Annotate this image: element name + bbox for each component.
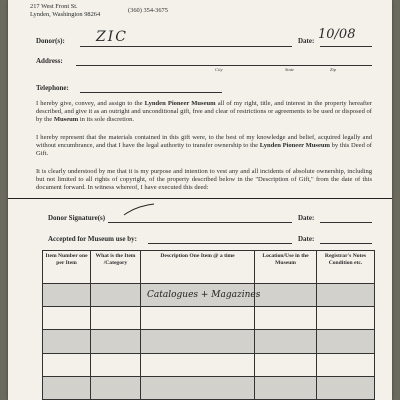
donor-field-line[interactable]	[80, 46, 292, 47]
address-label: Address:	[36, 57, 63, 65]
handwritten-description[interactable]: Catalogues + Magazines	[141, 284, 255, 307]
accepted-date-line[interactable]	[320, 243, 372, 244]
donor-label: Donor(s):	[36, 37, 65, 45]
header-registrar-notes: Registrar's Notes Condition etc.	[317, 251, 375, 284]
header-location-use: Location/Use in the Museum	[255, 251, 317, 284]
table-row	[43, 284, 375, 307]
signature-date-label: Date:	[298, 214, 315, 222]
signature-date-line[interactable]	[320, 222, 372, 223]
ownership-intent-paragraph: It is clearly understood by me that it is my purpose and intention to vest any and all incidents of absolute ownership, including but not limited to all rights of copyright, of the property described below in the "Description of Gift," from the date of this document forward. In witness whereof, I have executed this deed:	[36, 168, 372, 192]
accepted-by-line[interactable]	[148, 243, 292, 244]
donor-handwritten-value: ZIC	[96, 29, 128, 45]
signature-stroke-mark	[122, 202, 156, 218]
address-field-line[interactable]	[76, 65, 372, 66]
header-description: Description One Item @ a time	[141, 251, 255, 284]
accepted-by-label: Accepted for Museum use by:	[48, 235, 137, 243]
city-sublabel: City	[215, 67, 223, 72]
gift-description-table	[42, 250, 375, 400]
deed-of-gift-form	[8, 0, 392, 400]
gift-conveyance-paragraph: I hereby give, convey, and assign to the Lynden Pioneer Museum all of my right, title, and interest in the property hereafter described, and give it as an outright and unconditional gift, free and clear of restrictions or agreements to be used or disposed of by the Museum in its sole discretion.	[36, 100, 372, 124]
table-row	[43, 376, 375, 399]
telephone-field-line[interactable]	[80, 92, 222, 93]
date-handwritten-value: 10/08	[318, 27, 356, 42]
zip-sublabel: Zip	[330, 67, 337, 72]
address-line-1: 217 West Front St.	[30, 3, 78, 10]
header-item-category: What is the Item /Category	[91, 251, 141, 284]
address-line-2: Lynden, Washington 98264	[30, 11, 101, 18]
museum-phone: (360) 354-3675	[128, 7, 168, 14]
section-divider	[8, 198, 392, 199]
table-row	[43, 307, 375, 330]
museum-address	[30, 3, 100, 19]
table-row	[43, 330, 375, 353]
state-sublabel: State	[285, 67, 295, 72]
table-row	[43, 353, 375, 376]
table-header-row	[43, 251, 375, 284]
date-field-line[interactable]	[320, 46, 372, 47]
date-label: Date:	[298, 37, 315, 45]
donor-signature-label: Donor Signature(s)	[48, 214, 106, 222]
telephone-label: Telephone:	[36, 84, 69, 92]
donor-signature-line[interactable]	[108, 222, 292, 223]
header-item-number: Item Number one per Item	[43, 251, 91, 284]
accepted-date-label: Date:	[298, 235, 315, 243]
legal-representation-paragraph: I hereby represent that the materials contained in this gift were, to the best of my knowledge and belief, acquired legally and without encumbrance, and that I have the legal authority to transfer ownership to the Lynden Pioneer Museum by this Deed of Gift.	[36, 134, 372, 158]
